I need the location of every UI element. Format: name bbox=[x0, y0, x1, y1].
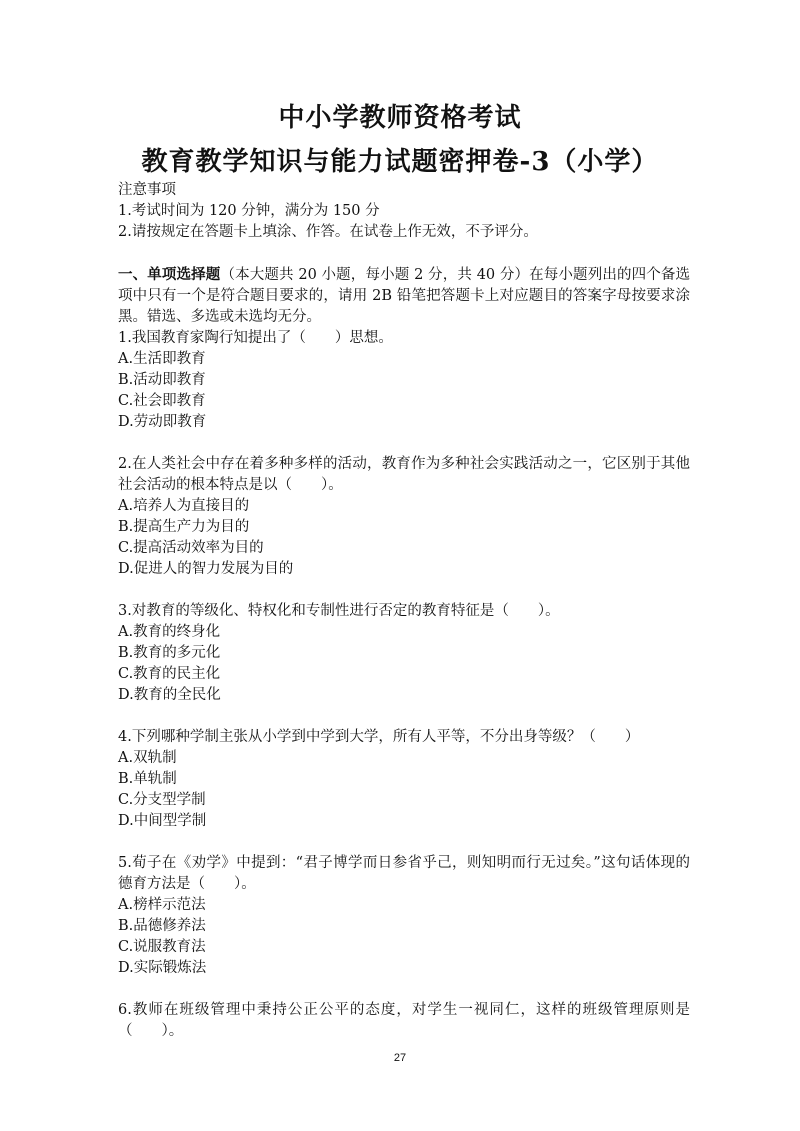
section-instructions bbox=[118, 264, 690, 328]
answer-option: A.培养人为直接目的 bbox=[118, 498, 250, 514]
spacer bbox=[118, 243, 690, 264]
answer-option: D.劳动即教育 bbox=[118, 414, 207, 430]
answer-option: B.品德修养法 bbox=[118, 918, 206, 934]
question-stem: 3.对教育的等级化、特权化和专制性进行否定的教育特征是（ ）。 bbox=[118, 603, 560, 619]
spacer bbox=[118, 706, 690, 727]
answer-option: D.教育的全民化 bbox=[118, 687, 221, 703]
question-stem: 6.教师在班级管理中秉持公正公平的态度，对学生一视同仁，这样的班级管理原则是（ ）。 bbox=[118, 1002, 690, 1039]
spacer bbox=[118, 979, 690, 1000]
section-label: 一、单项选择题 bbox=[118, 266, 221, 283]
spacer bbox=[118, 433, 690, 454]
notice-item: 1.考试时间为 120 分钟，满分为 150 分 bbox=[118, 203, 380, 219]
exam-content bbox=[118, 180, 690, 1042]
question-stem: 4.下列哪种学制主张从小学到中学到大学，所有人平等，不分出身等级？（ ） bbox=[118, 729, 640, 745]
question-stem: 1.我国教育家陶行知提出了（ ）思想。 bbox=[118, 330, 393, 346]
question-stem: 5.荀子在《劝学》中提到：“君子博学而日参省乎己，则知明而行无过矣。”这句话体现的德育方法是（ ）。 bbox=[118, 855, 690, 892]
spacer bbox=[118, 580, 690, 601]
page-number: 27 bbox=[393, 1052, 407, 1064]
answer-option: D.促进人的智力发展为目的 bbox=[118, 561, 294, 577]
answer-option: C.分支型学制 bbox=[118, 792, 206, 808]
answer-option: C.社会即教育 bbox=[118, 393, 206, 409]
question-stem: 2.在人类社会中存在着多种多样的活动，教育作为多种社会实践活动之一，它区别于其他社会活动的根本特点是以（ ）。 bbox=[118, 456, 690, 493]
exam-title: 中小学教师资格考试 bbox=[278, 103, 522, 133]
notice-item: 2.请按规定在答题卡上填涂、作答。在试卷上作无效，不予评分。 bbox=[118, 224, 538, 240]
answer-option: B.提高生产力为目的 bbox=[118, 519, 250, 535]
answer-option: B.教育的多元化 bbox=[118, 645, 221, 661]
exam-subtitle: 教育教学知识与能力试题密押卷-3（小学） bbox=[141, 147, 659, 177]
notice-heading: 注意事项 bbox=[118, 182, 176, 198]
section-description: （本大题共 20 小题，每小题 2 分，共 40 分）在每小题列出的四个备选项中只有一个是符合题目要求的，请用 2B 铅笔把答题卡上对应题目的答案字母按要求涂黑。错选、多选或未选均无分。 bbox=[118, 267, 690, 325]
answer-option: A.生活即教育 bbox=[118, 351, 206, 367]
answer-option: D.实际锻炼法 bbox=[118, 960, 207, 976]
answer-option: B.活动即教育 bbox=[118, 372, 206, 388]
spacer bbox=[118, 832, 690, 853]
answer-option: C.教育的民主化 bbox=[118, 666, 221, 682]
answer-option: A.榜样示范法 bbox=[118, 897, 206, 913]
answer-option: A.双轨制 bbox=[118, 750, 177, 766]
answer-option: B.单轨制 bbox=[118, 771, 177, 787]
answer-option: A.教育的终身化 bbox=[118, 624, 221, 640]
answer-option: C.说服教育法 bbox=[118, 939, 206, 955]
answer-option: D.中间型学制 bbox=[118, 813, 207, 829]
answer-option: C.提高活动效率为目的 bbox=[118, 540, 264, 556]
